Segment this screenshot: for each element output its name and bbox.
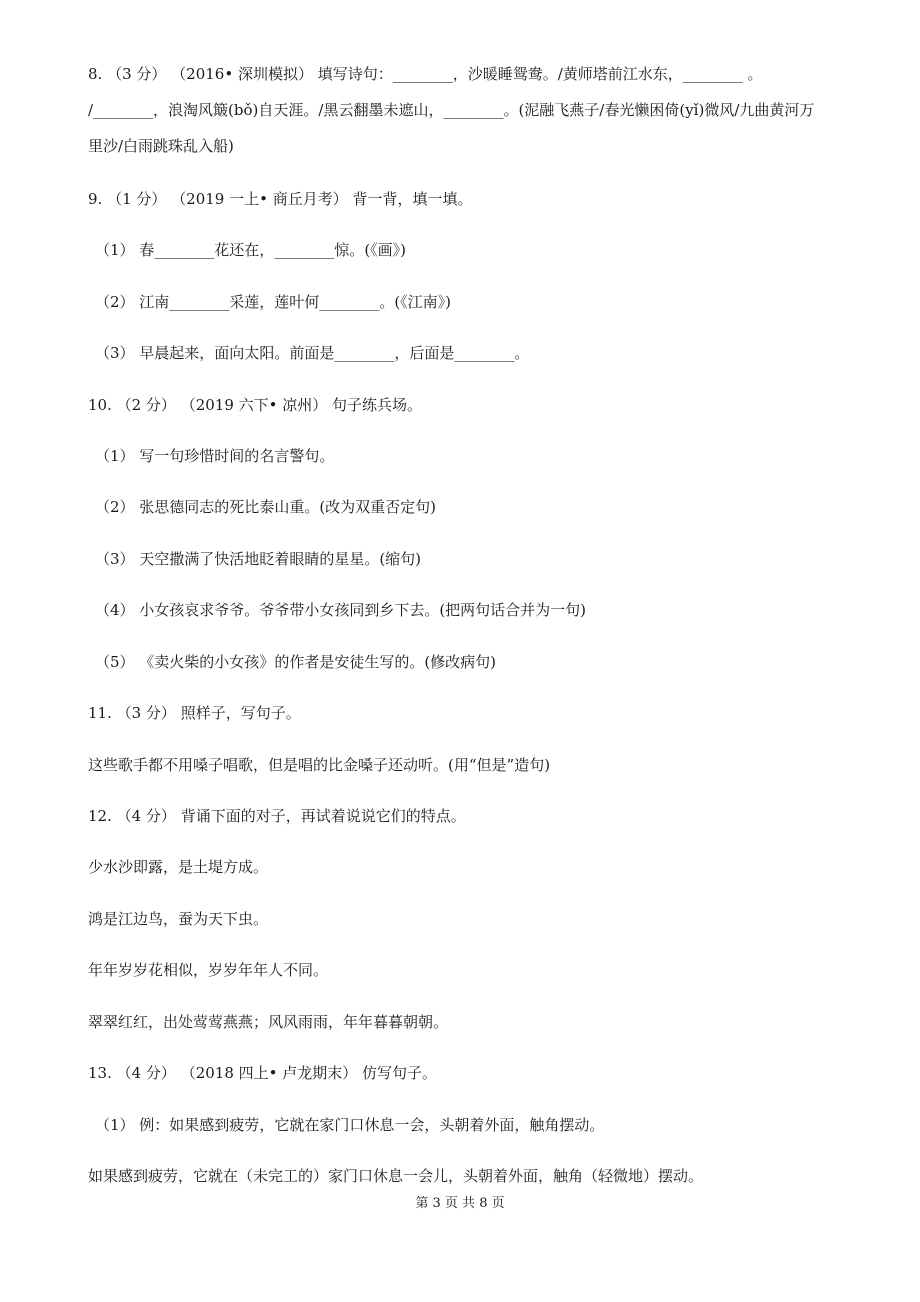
couplet-2: 鸿是江边鸟，蚕为天下虫。 xyxy=(88,910,269,928)
couplet-1: 少水沙即露，是土堤方成。 xyxy=(88,858,269,876)
question-8-line-2: /________，浪淘风簸(bǒ)自天涯。/黑云翻墨未遮山，________。(泥融飞燕子/春光懒困倚(yǐ)微风/九曲黄河万 xyxy=(88,101,815,119)
question-10-heading: 10. （2 分） （2019 六下• 凉州） 句子练兵场。 xyxy=(88,396,423,414)
question-10-item-5: （5） 《卖火柴的小女孩》的作者是安徒生写的。(修改病句) xyxy=(95,653,497,671)
page-footer: 第 3 页 共 8 页 xyxy=(415,1196,505,1211)
question-9-heading: 9. （1 分） （2019 一上• 商丘月考） 背一背，填一填。 xyxy=(88,190,473,208)
couplet-3: 年年岁岁花相似，岁岁年年人不同。 xyxy=(88,961,329,979)
question-13-example-answer: 如果感到疲劳，它就在（未完工的）家门口休息一会儿，头朝着外面，触角（轻微地）摆动。 xyxy=(88,1167,704,1185)
couplet-4: 翠翠红红，出处莺莺燕燕；风风雨雨，年年暮暮朝朝。 xyxy=(88,1013,449,1031)
question-9-item-2: （2） 江南________采莲，莲叶何________。(《江南》) xyxy=(95,293,452,311)
question-10-item-3: （3） 天空撒满了快活地眨着眼睛的星星。(缩句) xyxy=(95,550,422,568)
question-10-item-4: （4） 小女孩哀求爷爷。爷爷带小女孩同到乡下去。(把两句话合并为一句) xyxy=(95,601,587,619)
question-9-item-3: （3） 早晨起来，面向太阳。前面是________，后面是________。 xyxy=(95,344,530,362)
question-10-item-1: （1） 写一句珍惜时间的名言警句。 xyxy=(95,447,335,465)
question-10-item-2: （2） 张思德同志的死比泰山重。(改为双重否定句) xyxy=(95,498,437,516)
question-13-item-1: （1） 例：如果感到疲劳，它就在家门口休息一会，头朝着外面，触角摆动。 xyxy=(95,1116,605,1134)
question-12-heading: 12. （4 分） 背诵下面的对子，再试着说说它们的特点。 xyxy=(88,807,466,825)
question-8-line-1: 8. （3 分） （2016• 深圳模拟） 填写诗句：________，沙暖睡鸳鸯。/黄师塔前江水东，________ 。 xyxy=(88,65,763,83)
question-13-heading: 13. （4 分） （2018 四上• 卢龙期末） 仿写句子。 xyxy=(88,1064,438,1082)
question-8-line-3: 里沙/白雨跳珠乱入船) xyxy=(88,137,234,155)
question-11-example: 这些歌手都不用嗓子唱歌，但是唱的比金嗓子还动听。(用“但是”造句) xyxy=(88,756,551,774)
question-9-item-1: （1） 春________花还在，________惊。(《画》) xyxy=(95,241,407,259)
question-11-heading: 11. （3 分） 照样子，写句子。 xyxy=(88,704,301,722)
